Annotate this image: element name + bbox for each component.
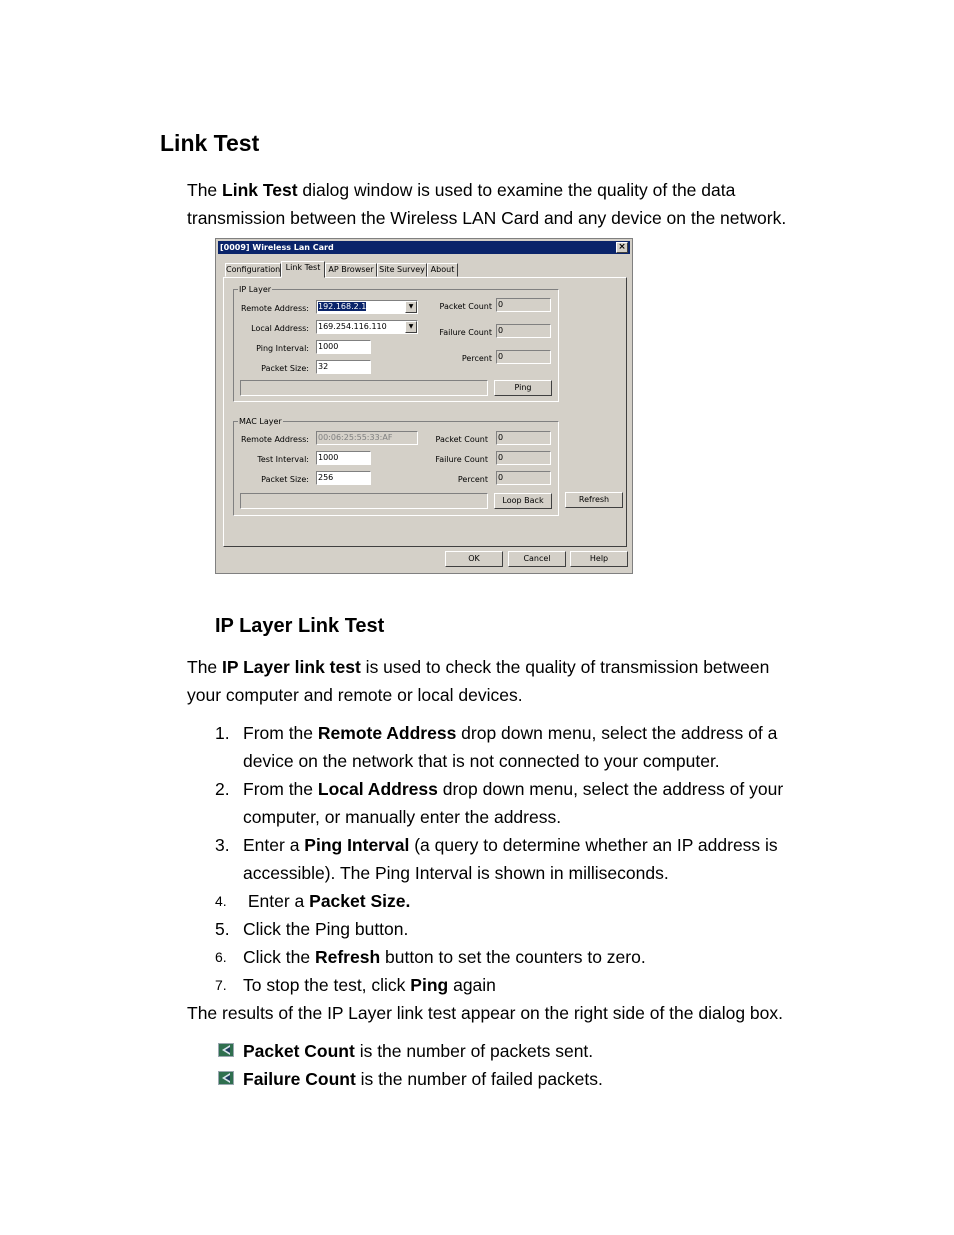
step-4-line-1 (243, 887, 410, 915)
step-4-number: 4. (215, 893, 227, 909)
results-text: The results of the IP Layer link test appear on the right side of the dialog box. (187, 1003, 784, 1023)
step-4-bold: Packet Size. (309, 891, 411, 911)
bullet-icon (218, 1071, 234, 1085)
mac-failure-count-label: Failure Count (435, 455, 488, 464)
ip-remote-address-value: 192.168.2.1 (318, 302, 367, 311)
tab-ap-browser[interactable]: AP Browser (325, 263, 377, 277)
ip-layer-group (233, 285, 559, 402)
step-2-bold: Local Address (317, 779, 438, 799)
intro-bold: Link Test (222, 180, 298, 200)
chevron-down-icon[interactable]: ▼ (405, 321, 417, 333)
mac-remote-address-input[interactable]: 00:06:25:55:33:AF (316, 431, 418, 445)
step-4-pre: Enter a (243, 891, 310, 911)
ip-progress-bar (240, 380, 488, 396)
step-3-pre: Enter a (243, 835, 305, 855)
ip-intro-line-2: your computer and remote or local devices. (187, 685, 523, 705)
bullet-2-bold: Failure Count (243, 1069, 356, 1089)
ip-local-address-label: Local Address: (251, 324, 309, 333)
ip-failure-count-value: 0 (496, 324, 551, 338)
mac-percent-value: 0 (496, 471, 551, 485)
mac-packet-count-label: Packet Count (435, 435, 488, 444)
ip-section-heading: IP Layer Link Test (215, 615, 385, 637)
ip-intro-line-1 (187, 653, 769, 681)
test-interval-label: Test Interval: (257, 455, 309, 464)
step-7-pre: To stop the test, click (243, 975, 411, 995)
step-2-line-2: computer, or manually enter the address. (243, 807, 562, 827)
step-7-bold: Ping (410, 975, 449, 995)
step-1-line-2: device on the network that is not connected to your computer. (243, 751, 720, 771)
intro-line-1 (187, 176, 735, 204)
step-3-line-1 (243, 831, 778, 859)
refresh-button[interactable]: Refresh (565, 492, 623, 508)
ok-button[interactable]: OK (445, 551, 503, 567)
dialog-titlebar (218, 241, 630, 254)
step-6-number: 6. (215, 949, 227, 965)
mac-layer-group (233, 417, 559, 516)
ip-intro-bold: IP Layer link test (222, 657, 361, 677)
ping-interval-label: Ping Interval: (256, 344, 309, 353)
ip-local-address-value: 169.254.116.110 (318, 322, 387, 331)
intro-pre: The (187, 180, 223, 200)
bullet-1-bold: Packet Count (243, 1041, 355, 1061)
ip-percent-value: 0 (496, 350, 551, 364)
ip-percent-label: Percent (461, 354, 492, 363)
step-6-post: button to set the counters to zero. (380, 947, 646, 967)
link-test-dialog (215, 238, 633, 574)
step-2-pre: From the (243, 779, 318, 799)
mac-failure-count-value: 0 (496, 451, 551, 465)
tab-about[interactable]: About (427, 263, 458, 277)
step-1-bold: Remote Address (317, 723, 457, 743)
bullet-2 (243, 1065, 603, 1093)
mac-remote-address-label: Remote Address: (241, 435, 309, 444)
step-1-line-1 (243, 719, 777, 747)
tab-link-test[interactable]: Link Test (281, 261, 325, 278)
step-5-number: 5. (215, 919, 230, 939)
step-1-pre: From the (243, 723, 318, 743)
step-5-line-1: Click the Ping button. (243, 919, 409, 939)
mac-packet-count-value: 0 (496, 431, 551, 445)
bullet-icon (218, 1043, 234, 1057)
tab-site-survey[interactable]: Site Survey (377, 263, 427, 277)
step-3-line-2: accessible). The Ping Interval is shown in milliseconds. (243, 863, 669, 883)
step-7-number: 7. (215, 977, 227, 993)
step-3-post: (a query to determine whether an IP address is (409, 835, 778, 855)
close-icon[interactable]: × (616, 242, 628, 253)
mac-percent-label: Percent (457, 475, 488, 484)
bullet-1 (243, 1037, 593, 1065)
page-heading: Link Test (160, 130, 260, 156)
step-6-line-1 (243, 943, 646, 971)
step-7-line-1 (243, 971, 496, 999)
step-2-number: 2. (215, 779, 230, 799)
ip-intro-pre: The (187, 657, 223, 677)
ip-local-address-select[interactable] (316, 320, 418, 334)
bullet-2-post: is the number of failed packets. (355, 1069, 603, 1089)
cancel-button[interactable]: Cancel (508, 551, 566, 567)
mac-packet-size-label: Packet Size: (261, 475, 309, 484)
tab-panel (223, 277, 627, 547)
ip-failure-count-label: Failure Count (439, 328, 492, 337)
step-6-bold: Refresh (314, 947, 381, 967)
ip-packet-size-input[interactable]: 32 (316, 360, 371, 374)
ip-layer-label: IP Layer (239, 285, 272, 294)
ip-intro-post: is used to check the quality of transmission between (360, 657, 770, 677)
bullet-1-post: is the number of packets sent. (354, 1041, 594, 1061)
step-1-post: drop down menu, select the address of a (456, 723, 778, 743)
chevron-down-icon[interactable]: ▼ (405, 301, 417, 313)
intro-post: dialog window is used to examine the quality of the data (297, 180, 736, 200)
dialog-title: [0009] Wireless Lan Card (220, 243, 334, 252)
ping-interval-input[interactable]: 1000 (316, 340, 371, 354)
mac-progress-bar (240, 493, 488, 509)
intro-line-2: transmission between the Wireless LAN Card and any device on the network. (187, 208, 787, 228)
loopback-button[interactable]: Loop Back (494, 493, 552, 509)
ping-button[interactable]: Ping (494, 380, 552, 396)
ip-packet-count-label: Packet Count (439, 302, 492, 311)
tab-configuration[interactable]: Configuration (225, 263, 281, 277)
step-2-post: drop down menu, select the address of your (437, 779, 784, 799)
ip-packet-size-label: Packet Size: (261, 364, 309, 373)
step-6-pre: Click the (243, 947, 315, 967)
ip-packet-count-value: 0 (496, 298, 551, 312)
mac-layer-label: MAC Layer (239, 417, 282, 426)
ip-remote-address-label: Remote Address: (241, 304, 309, 313)
help-button[interactable]: Help (570, 551, 628, 567)
step-3-number: 3. (215, 835, 230, 855)
step-1-number: 1. (215, 723, 230, 743)
step-7-post: again (448, 975, 496, 995)
test-interval-input[interactable]: 1000 (316, 451, 371, 465)
mac-packet-size-input[interactable]: 256 (316, 471, 371, 485)
step-2-line-1 (243, 775, 783, 803)
ip-remote-address-select[interactable] (316, 300, 418, 314)
step-3-bold: Ping Interval (304, 835, 410, 855)
